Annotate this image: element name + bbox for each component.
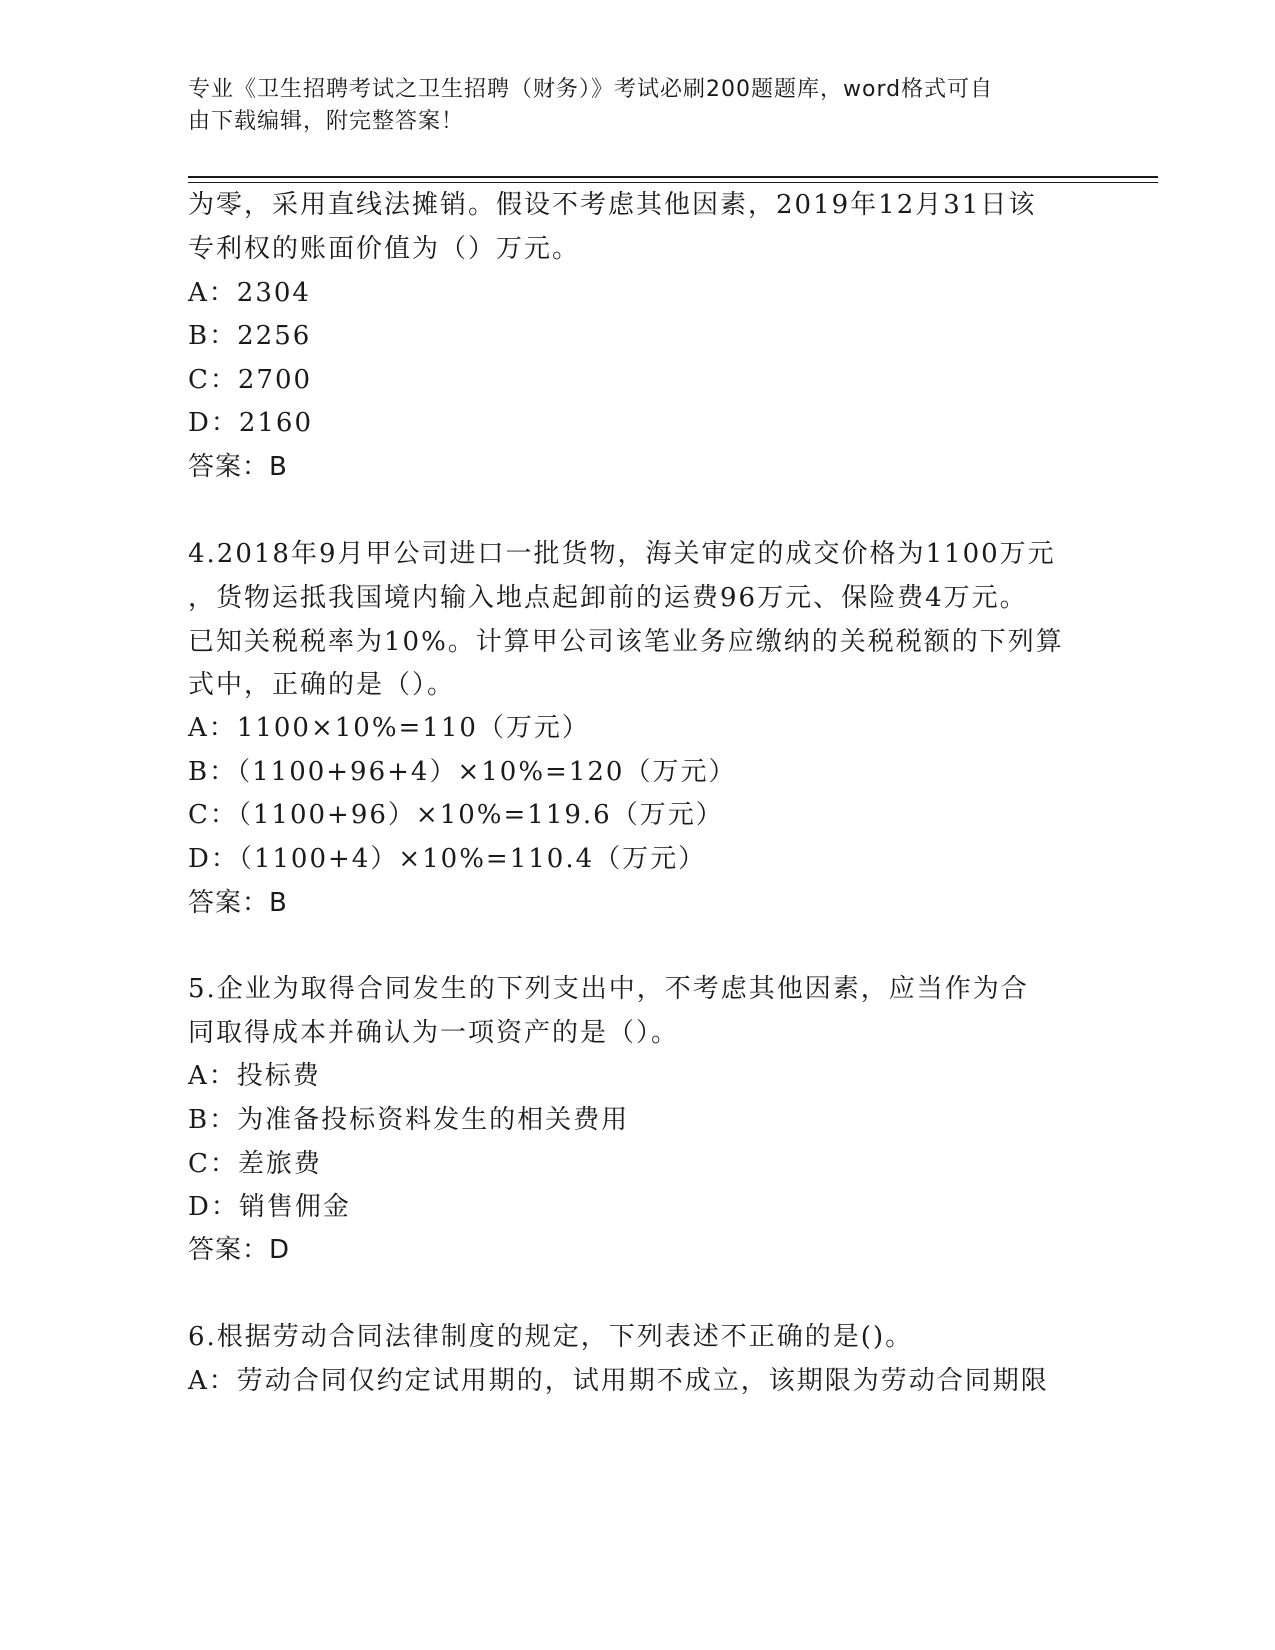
question-stem-line: 专利权的账面价值为（）万元。 [188, 234, 581, 264]
header-divider-thin [188, 182, 1158, 183]
answer-line: 答案：D [188, 1235, 291, 1265]
question-stem-line: ，货物运抵我国境内输入地点起卸前的运费96万元、保险费4万元。 [188, 583, 1028, 613]
option-b: B：（1100+96+4）×10%=120（万元） [188, 757, 737, 787]
option-d: D：（1100+4）×10%=110.4（万元） [188, 844, 707, 874]
header-line-2: 由下载编辑，附完整答案！ [188, 109, 465, 134]
document-header [188, 74, 1068, 138]
question-stem-line: 4.2018年9月甲公司进口一批货物，海关审定的成交价格为1100万元 [188, 539, 1056, 569]
option-b: B：2256 [188, 321, 312, 351]
question-stem-line: 5.企业为取得合同发生的下列支出中，不考虑其他因素，应当作为合 [188, 974, 1029, 1004]
option-c: C：2700 [188, 365, 313, 395]
option-a: A：1100×10%=110（万元） [188, 713, 590, 743]
option-b: B：为准备投标资料发生的相关费用 [188, 1105, 630, 1135]
answer-line: 答案：B [188, 452, 288, 482]
option-a: A：2304 [188, 278, 311, 308]
header-divider-thick [188, 176, 1158, 178]
question-stem-line: 式中，正确的是（）。 [188, 670, 456, 700]
answer-line: 答案：B [188, 888, 288, 918]
question-stem-line: 6.根据劳动合同法律制度的规定，下列表述不正确的是()。 [188, 1322, 914, 1352]
option-d: D：2160 [188, 408, 314, 438]
header-line-1: 专业《卫生招聘考试之卫生招聘（财务）》考试必刷200题题库，word格式可自 [188, 77, 994, 102]
option-a: A：投标费 [188, 1061, 321, 1091]
question-stem-line: 已知关税税率为10%。计算甲公司该笔业务应缴纳的关税税额的下列算 [188, 627, 1064, 657]
question-stem-line: 同取得成本并确认为一项资产的是（）。 [188, 1018, 680, 1048]
option-d: D：销售佣金 [188, 1192, 351, 1222]
option-c: C：（1100+96）×10%=119.6（万元） [188, 800, 724, 830]
option-a: A：劳动合同仅约定试用期的，试用期不成立，该期限为劳动合同期限 [188, 1366, 1049, 1396]
option-c: C：差旅费 [188, 1149, 322, 1179]
question-stem-line: 为零，采用直线法摊销。假设不考虑其他因素，2019年12月31日该 [188, 190, 1037, 220]
